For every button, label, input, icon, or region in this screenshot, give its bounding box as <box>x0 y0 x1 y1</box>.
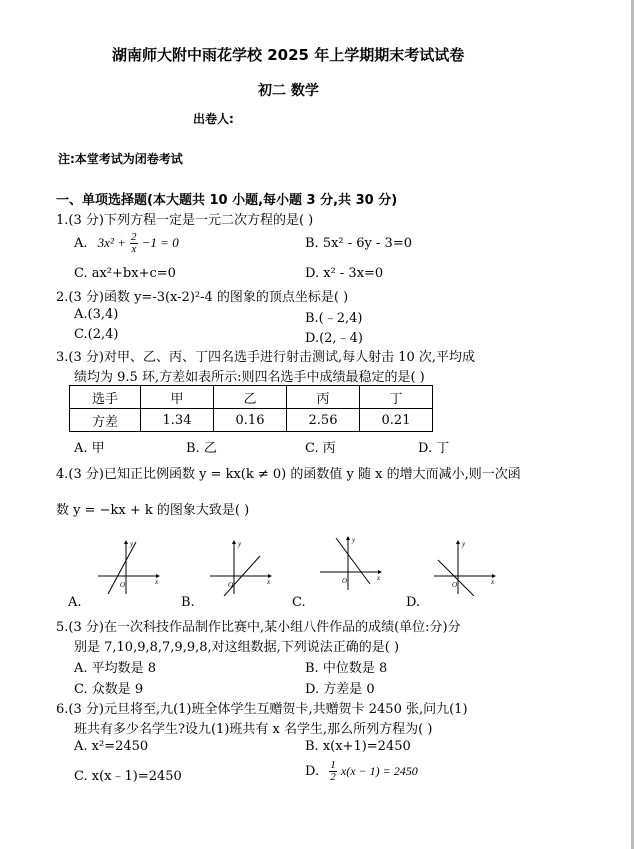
q1-stem: 1.(3 分)下列方程一定是一元二次方程的是( ) <box>56 213 314 228</box>
x-axis-label: x <box>491 578 495 586</box>
q6-option-a[interactable]: A. x²=2450 <box>74 739 149 754</box>
q1-a-fraction <box>130 232 138 255</box>
q1-option-a[interactable] <box>74 232 179 255</box>
table-header-row <box>70 386 433 409</box>
table-cell: 方差 <box>70 409 141 432</box>
table-cell: 甲 <box>141 386 214 409</box>
q1-a-pre: 3x² + <box>97 235 126 250</box>
q6-option-c[interactable]: C. x(x﹣1)=2450 <box>74 769 182 784</box>
q6-option-d[interactable] <box>305 760 418 783</box>
table-row <box>70 409 433 432</box>
q2-stem: 2.(3 分)函数 y=-3(x-2)²-4 的图象的顶点坐标是( ) <box>56 290 349 305</box>
y-axis-label: y <box>462 540 466 548</box>
table-cell: 0.21 <box>360 409 433 432</box>
q6-d-den: 2 <box>330 771 336 783</box>
x-axis-label: x <box>155 578 159 586</box>
q6-d-num: 1 <box>330 759 336 771</box>
q4-graph-c <box>318 534 384 592</box>
q1-option-d[interactable]: D. x² - 3x=0 <box>305 266 384 281</box>
section-heading: 一、单项选择题(本大题共 10 小题,每小题 3 分,共 30 分) <box>56 193 398 208</box>
q5-option-c[interactable]: C. 众数是 9 <box>74 682 144 697</box>
q4-graph-a <box>96 538 162 596</box>
q5-option-b[interactable]: B. 中位数是 8 <box>305 661 388 676</box>
q6-stem-line2: 班共有多少名学生?设九(1)班共有 x 名学生,那么所列方程为( ) <box>74 722 433 737</box>
x-axis-label: x <box>377 574 381 582</box>
q4-stem-line1: 4.(3 分)已知正比例函数 y = kx(k ≠ 0) 的函数值 y 随 x 的增大而减小,则一次函 <box>56 467 521 482</box>
table-cell: 乙 <box>214 386 287 409</box>
origin-label: O <box>120 581 126 589</box>
exam-subject: 初二 数学 <box>258 83 319 99</box>
q4-stem-line2: 数 y = −kx + k 的图象大致是( ) <box>56 503 250 518</box>
q1-option-c[interactable]: C. ax²+bx+c=0 <box>74 266 176 281</box>
q4-graph-b <box>208 538 274 596</box>
q1-a-post: −1 = 0 <box>141 235 179 250</box>
origin-label: O <box>228 581 234 589</box>
q3-option-d[interactable]: D. 丁 <box>418 441 450 456</box>
exam-title: 湖南师大附中雨花学校 2025 年上学期期末考试试卷 <box>112 46 465 64</box>
q5-stem-line2: 别是 7,10,9,8,7,9,9,8,对这组数据,下列说法正确的是( ) <box>74 640 400 655</box>
q2-option-d[interactable]: D.(2,﹣4) <box>305 331 363 346</box>
q3-stem-line2: 绩均为 9.5 环,方差如表所示:则四名选手中成绩最稳定的是( ) <box>74 370 425 385</box>
q4-option-c[interactable]: C. <box>292 595 306 610</box>
q5-option-d[interactable]: D. 方差是 0 <box>305 682 375 697</box>
q2-option-b[interactable]: B.(﹣2,4) <box>305 311 363 326</box>
q4-option-b[interactable]: B. <box>181 595 195 610</box>
q3-option-a[interactable]: A. 甲 <box>74 441 105 456</box>
author-label: 出卷人: <box>193 112 234 126</box>
y-axis-label: y <box>352 536 356 544</box>
q6-d-post: x(x − 1) = 2450 <box>340 764 418 778</box>
q6-d-prefix: D. <box>305 764 320 779</box>
origin-label: O <box>342 577 348 585</box>
q4-option-d[interactable]: D. <box>406 595 421 610</box>
variance-table <box>69 385 433 432</box>
q3-stem-line1: 3.(3 分)对甲、乙、丙、丁四名选手进行射击测试,每人射击 10 次,平均成 <box>56 350 476 365</box>
q6-option-b[interactable]: B. x(x+1)=2450 <box>305 739 411 754</box>
origin-label: O <box>452 581 458 589</box>
table-cell: 1.34 <box>141 409 214 432</box>
table-cell: 丙 <box>287 386 360 409</box>
x-axis-label: x <box>267 578 271 586</box>
q1-a-den: x <box>131 243 137 255</box>
q6-d-fraction <box>329 760 337 783</box>
table-cell: 0.16 <box>214 409 287 432</box>
q2-option-a[interactable]: A.(3,4) <box>74 307 119 322</box>
table-cell: 丁 <box>360 386 433 409</box>
q6-stem-line1: 6.(3 分)元旦将至,九(1)班全体学生互赠贺卡,共赠贺卡 2450 张,问九(1) <box>56 702 468 717</box>
q1-a-prefix: A. <box>74 236 88 251</box>
table-cell: 选手 <box>70 386 141 409</box>
table-cell: 2.56 <box>287 409 360 432</box>
q4-graph-d <box>432 538 498 596</box>
q5-option-a[interactable]: A. 平均数是 8 <box>74 661 157 676</box>
y-axis-label: y <box>130 540 134 548</box>
exam-note: 注:本堂考试为闭卷考试 <box>58 152 183 166</box>
y-axis-label: y <box>238 540 242 548</box>
q5-stem-line1: 5.(3 分)在一次科技作品制作比赛中,某小组八件作品的成绩(单位:分)分 <box>56 620 461 635</box>
q1-option-b[interactable]: B. 5x² - 6y - 3=0 <box>305 236 412 251</box>
q4-option-a[interactable]: A. <box>68 595 82 610</box>
q3-option-b[interactable]: B. 乙 <box>186 441 217 456</box>
q3-option-c[interactable]: C. 丙 <box>305 441 336 456</box>
q1-a-num: 2 <box>131 231 137 243</box>
q2-option-c[interactable]: C.(2,4) <box>74 327 119 342</box>
